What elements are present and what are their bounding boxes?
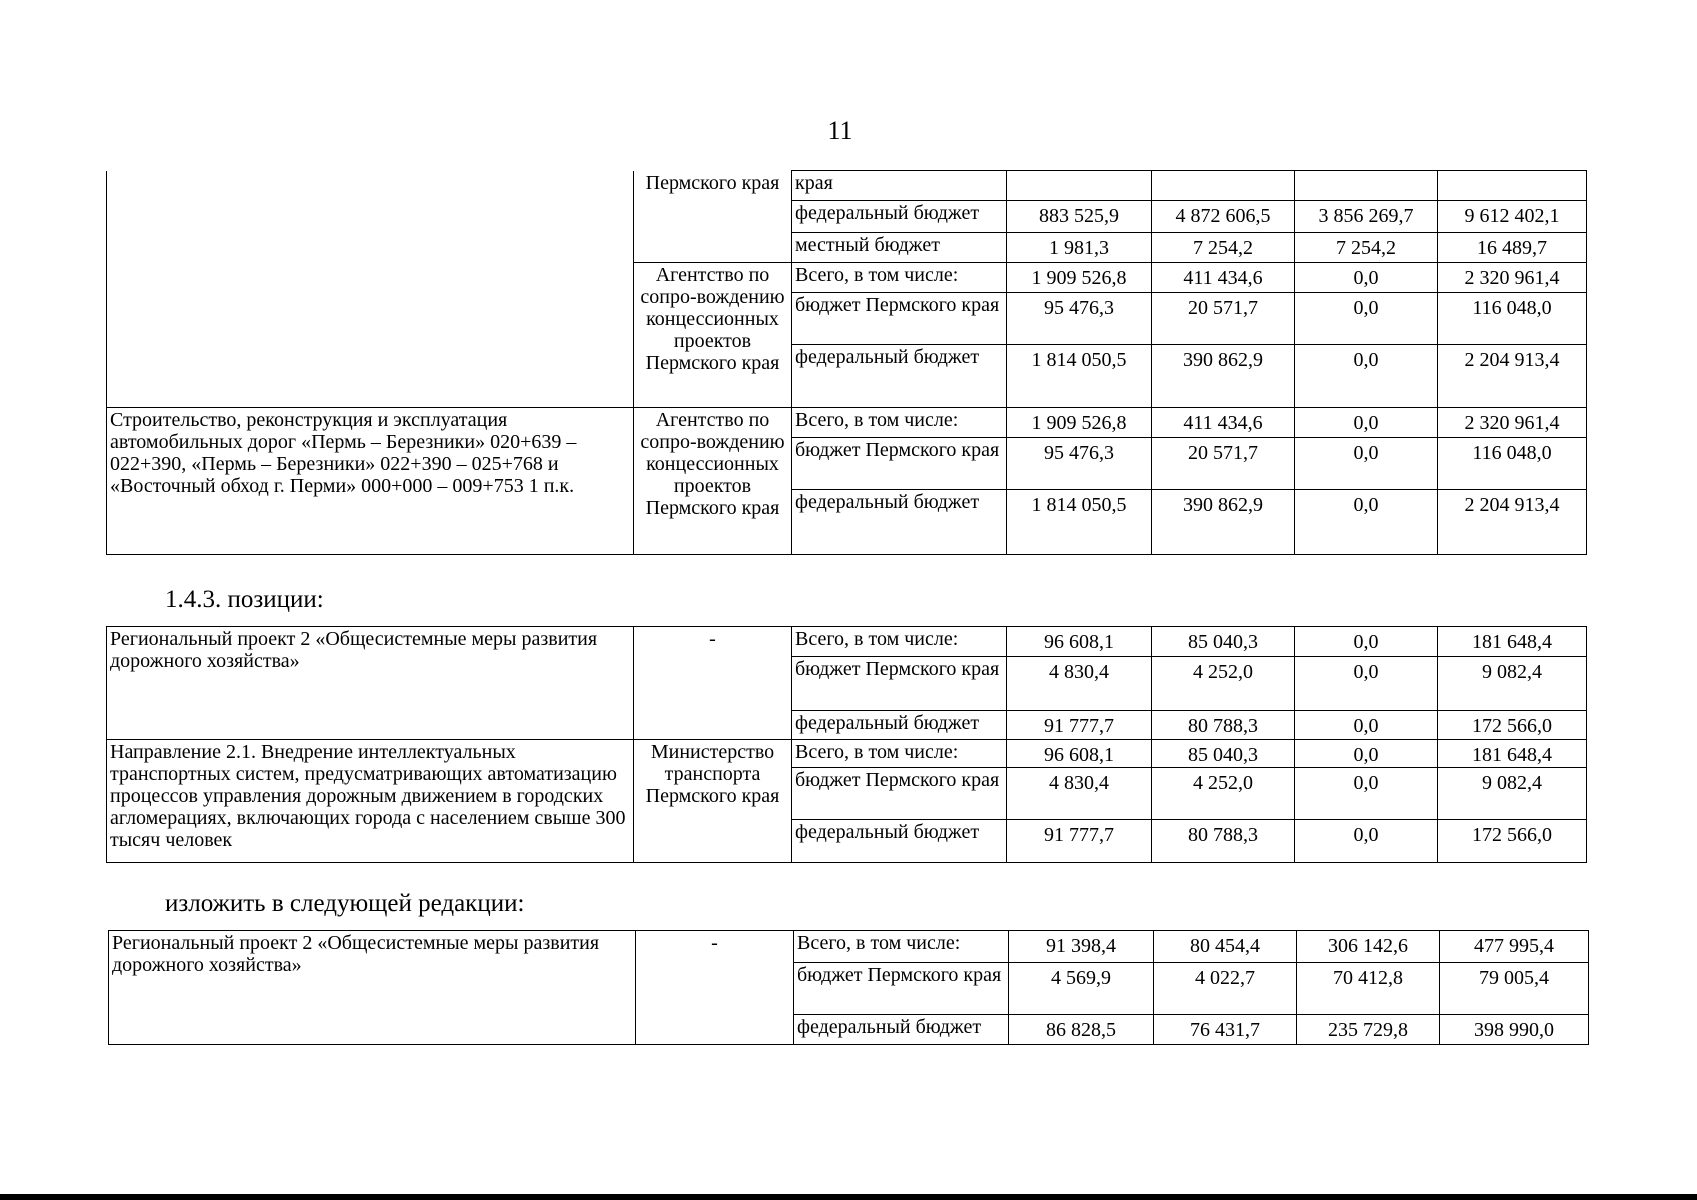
value-cell: 1 814 050,5 [1007, 345, 1152, 408]
funding-source-cell: федеральный бюджет [792, 711, 1007, 740]
value-cell: 116 048,0 [1438, 438, 1587, 490]
executor-cell: - [634, 627, 792, 740]
program-name-cell [107, 171, 634, 408]
funding-source-cell: федеральный бюджет [794, 1015, 1009, 1045]
funding-table-new-edition [108, 930, 1589, 1045]
executor-cell: Агентство по сопро-вождению концессионных проектов Пермского края [634, 263, 792, 408]
value-cell: 85 040,3 [1152, 627, 1295, 657]
value-cell: 95 476,3 [1007, 293, 1152, 345]
value-cell: 0,0 [1295, 408, 1438, 438]
value-cell: 4 252,0 [1152, 657, 1295, 711]
value-cell: 1 909 526,8 [1007, 408, 1152, 438]
value-cell: 4 830,4 [1007, 768, 1152, 820]
value-cell: 9 082,4 [1438, 768, 1587, 820]
value-cell: 80 788,3 [1152, 711, 1295, 740]
value-cell: 0,0 [1295, 293, 1438, 345]
value-cell: 9 612 402,1 [1438, 201, 1587, 233]
value-cell: 91 777,7 [1007, 711, 1152, 740]
value-cell: 0,0 [1295, 627, 1438, 657]
funding-source-cell: федеральный бюджет [792, 345, 1007, 408]
value-cell: 2 204 913,4 [1438, 345, 1587, 408]
value-cell: 4 830,4 [1007, 657, 1152, 711]
value-cell: 85 040,3 [1152, 740, 1295, 768]
funding-source-cell: бюджет Пермского края [792, 768, 1007, 820]
funding-source-cell: края [792, 171, 1007, 201]
value-cell: 0,0 [1295, 820, 1438, 863]
value-cell: 477 995,4 [1440, 931, 1589, 963]
value-cell: 181 648,4 [1438, 740, 1587, 768]
value-cell [1438, 171, 1587, 201]
funding-source-cell: бюджет Пермского края [792, 293, 1007, 345]
value-cell [1007, 171, 1152, 201]
section-heading: изложить в следующей редакции: [165, 890, 525, 917]
value-cell: 116 048,0 [1438, 293, 1587, 345]
value-cell: 96 608,1 [1007, 627, 1152, 657]
value-cell: 181 648,4 [1438, 627, 1587, 657]
value-cell: 7 254,2 [1295, 233, 1438, 263]
value-cell: 70 412,8 [1297, 963, 1440, 1015]
funding-source-cell: Всего, в том числе: [792, 263, 1007, 293]
value-cell: 1 981,3 [1007, 233, 1152, 263]
value-cell: 20 571,7 [1152, 438, 1295, 490]
value-cell: 0,0 [1295, 438, 1438, 490]
funding-source-cell: бюджет Пермского края [792, 657, 1007, 711]
funding-source-cell: федеральный бюджет [792, 820, 1007, 863]
value-cell: 80 454,4 [1154, 931, 1297, 963]
value-cell: 306 142,6 [1297, 931, 1440, 963]
funding-source-cell: бюджет Пермского края [794, 963, 1009, 1015]
table-row [107, 171, 1587, 201]
value-cell: 4 569,9 [1009, 963, 1154, 1015]
value-cell: 411 434,6 [1152, 408, 1295, 438]
funding-table-positions [106, 626, 1587, 863]
value-cell: 80 788,3 [1152, 820, 1295, 863]
value-cell: 2 320 961,4 [1438, 263, 1587, 293]
funding-source-cell: Всего, в том числе: [792, 408, 1007, 438]
value-cell: 96 608,1 [1007, 740, 1152, 768]
funding-source-cell: Всего, в том числе: [792, 627, 1007, 657]
funding-source-cell: федеральный бюджет [792, 201, 1007, 233]
program-name-cell: Региональный проект 2 «Общесистемные меры развития дорожного хозяйства» [107, 627, 634, 740]
value-cell: 172 566,0 [1438, 820, 1587, 863]
funding-source-cell: Всего, в том числе: [792, 740, 1007, 768]
funding-source-cell: Всего, в том числе: [794, 931, 1009, 963]
value-cell: 4 022,7 [1154, 963, 1297, 1015]
value-cell: 0,0 [1295, 711, 1438, 740]
value-cell: 1 814 050,5 [1007, 490, 1152, 555]
executor-cell: Министерство транспорта Пермского края [634, 740, 792, 863]
value-cell: 1 909 526,8 [1007, 263, 1152, 293]
value-cell: 20 571,7 [1152, 293, 1295, 345]
funding-source-cell: федеральный бюджет [792, 490, 1007, 555]
value-cell: 4 872 606,5 [1152, 201, 1295, 233]
value-cell: 0,0 [1295, 657, 1438, 711]
value-cell [1152, 171, 1295, 201]
value-cell: 235 729,8 [1297, 1015, 1440, 1045]
section-heading: 1.4.3. позиции: [165, 586, 324, 613]
value-cell: 390 862,9 [1152, 490, 1295, 555]
value-cell: 2 320 961,4 [1438, 408, 1587, 438]
value-cell: 9 082,4 [1438, 657, 1587, 711]
value-cell: 3 856 269,7 [1295, 201, 1438, 233]
program-name-cell: Строительство, реконструкция и эксплуатация автомобильных дорог «Пермь – Березники» 020+639 – 022+390, «Пермь – Березники» 022+390 – 025+768 и «Восточный обход г. Перми» 000+000 – 009+753 1 п.к. [107, 408, 634, 555]
value-cell: 411 434,6 [1152, 263, 1295, 293]
value-cell: 172 566,0 [1438, 711, 1587, 740]
program-name-cell: Региональный проект 2 «Общесистемные меры развития дорожного хозяйства» [109, 931, 636, 1045]
value-cell: 91 777,7 [1007, 820, 1152, 863]
program-name-cell: Направление 2.1. Внедрение интеллектуальных транспортных систем, предусматривающих автоматизацию процессов управления дорожным движением в городских агломерациях, включающих города с населением свыше 300 тысяч человек [107, 740, 634, 863]
value-cell: 86 828,5 [1009, 1015, 1154, 1045]
scan-edge-divider [0, 1194, 1697, 1200]
value-cell: 0,0 [1295, 263, 1438, 293]
executor-cell: Агентство по сопро-вождению концессионных проектов Пермского края [634, 408, 792, 555]
executor-cell: Пермского края [634, 171, 792, 263]
value-cell: 0,0 [1295, 768, 1438, 820]
table-row [107, 408, 1587, 438]
table-row [107, 627, 1587, 657]
table-row [109, 931, 1589, 963]
executor-cell: - [636, 931, 794, 1045]
value-cell: 883 525,9 [1007, 201, 1152, 233]
value-cell: 4 252,0 [1152, 768, 1295, 820]
table-row [107, 740, 1587, 768]
value-cell: 0,0 [1295, 740, 1438, 768]
value-cell: 79 005,4 [1440, 963, 1589, 1015]
value-cell: 398 990,0 [1440, 1015, 1589, 1045]
funding-source-cell: бюджет Пермского края [792, 438, 1007, 490]
value-cell: 7 254,2 [1152, 233, 1295, 263]
value-cell: 0,0 [1295, 490, 1438, 555]
value-cell: 95 476,3 [1007, 438, 1152, 490]
value-cell: 76 431,7 [1154, 1015, 1297, 1045]
value-cell [1295, 171, 1438, 201]
value-cell: 390 862,9 [1152, 345, 1295, 408]
value-cell: 0,0 [1295, 345, 1438, 408]
page-number: 11 [827, 116, 853, 145]
value-cell: 91 398,4 [1009, 931, 1154, 963]
value-cell: 2 204 913,4 [1438, 490, 1587, 555]
value-cell: 16 489,7 [1438, 233, 1587, 263]
funding-table-continued [106, 170, 1587, 555]
funding-source-cell: местный бюджет [792, 233, 1007, 263]
